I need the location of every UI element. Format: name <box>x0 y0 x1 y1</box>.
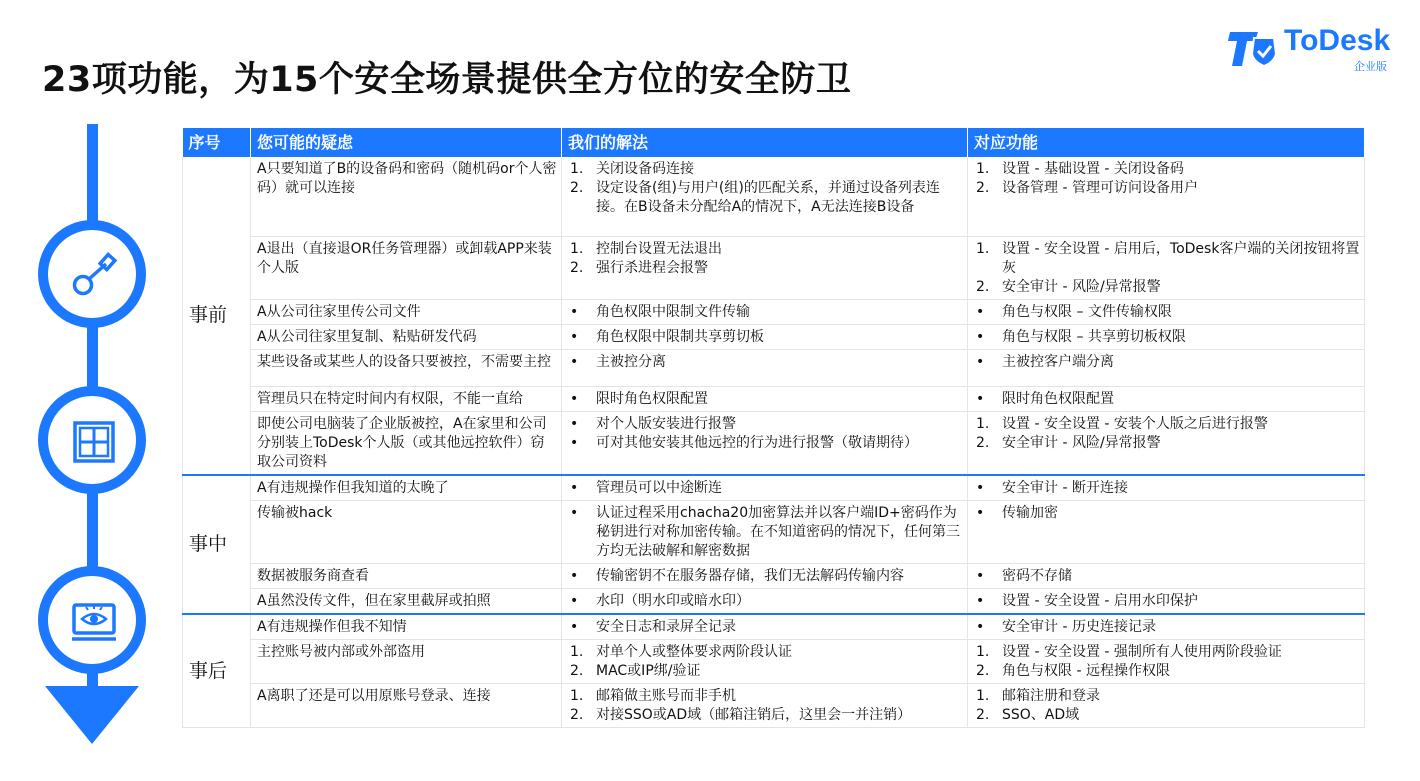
list-marker: • <box>976 504 985 521</box>
feature-list-item <box>974 567 1360 586</box>
table-row <box>183 683 1365 727</box>
table-row <box>183 639 1365 683</box>
list-text: 设置 - 安全设置 - 安装个人版之后进行报警 <box>1002 415 1268 432</box>
feature-list-item <box>974 278 1360 297</box>
solution-list-item <box>568 479 963 498</box>
list-marker: • <box>976 390 985 407</box>
list-text: 安全审计 - 风险/异常报警 <box>1002 278 1161 295</box>
list-marker: • <box>570 618 579 635</box>
list-text: 角色与权限 - 远程操作权限 <box>1002 662 1170 679</box>
table-row <box>183 386 1365 411</box>
list-marker: • <box>570 479 579 496</box>
solution-list-item <box>568 390 963 409</box>
list-text: 设置 - 基础设置 - 关闭设备码 <box>1002 161 1184 177</box>
list-marker: • <box>976 479 985 496</box>
feature-cell <box>968 639 1365 683</box>
list-marker: • <box>976 618 985 635</box>
solution-list-item <box>568 160 963 179</box>
list-text: 角色与权限 – 共享剪切板权限 <box>1002 328 1186 345</box>
solution-list-item <box>568 643 963 662</box>
list-marker: 1. <box>570 240 584 257</box>
list-text: SSO、AD域 <box>1002 706 1080 723</box>
list-text: MAC或IP绑/验证 <box>596 662 701 679</box>
feature-list-item <box>974 390 1360 409</box>
list-marker: • <box>976 567 985 584</box>
solution-list-item <box>568 706 963 725</box>
list-marker: • <box>976 303 985 320</box>
solution-cell <box>562 614 968 640</box>
solution-list-item <box>568 240 963 259</box>
solution-list-item <box>568 504 963 561</box>
list-text: 控制台设置无法退出 <box>596 240 722 257</box>
list-text: 对个人版安装进行报警 <box>596 415 736 432</box>
question-cell: A虽然没传文件，但在家里截屏或拍照 <box>251 588 562 614</box>
feature-cell <box>968 411 1365 475</box>
solution-list-item <box>568 303 963 322</box>
solution-cell <box>562 683 968 727</box>
solution-cell <box>562 299 968 324</box>
solution-cell <box>562 157 968 236</box>
list-marker: 2. <box>570 662 584 679</box>
list-text: 认证过程采用chacha20加密算法并以客户端ID+密码作为秘钥进行对称加密传输。在不知道密码的情况下，任何第三方均无法破解和解密数据 <box>596 504 960 559</box>
list-marker: 2. <box>976 706 990 723</box>
feature-cell <box>968 299 1365 324</box>
question-cell: 管理员只在特定时间内有权限，不能一直给 <box>251 386 562 411</box>
feature-list-item <box>974 504 1360 523</box>
list-marker: • <box>570 504 579 521</box>
solution-list-item <box>568 662 963 681</box>
question-cell: 即使公司电脑装了企业版被控，A在家里和公司分别装上ToDesk个人版（或其他远控软件）窃取公司资料 <box>251 411 562 475</box>
list-text: 角色权限中限制文件传输 <box>596 303 750 320</box>
feature-cell <box>968 236 1365 299</box>
list-marker: • <box>570 592 579 609</box>
feature-list-item <box>974 415 1360 434</box>
list-text: 传输密钥不在服务器存储，我们无法解码传输内容 <box>596 567 904 584</box>
list-marker: 1. <box>976 240 990 257</box>
table-row <box>183 563 1365 588</box>
solution-list-item <box>568 415 963 434</box>
feature-cell <box>968 157 1365 236</box>
question-cell: 某些设备或某些人的设备只要被控，不需要主控 <box>251 349 562 386</box>
solution-cell <box>562 349 968 386</box>
feature-cell <box>968 563 1365 588</box>
feature-list-item <box>974 303 1360 322</box>
list-text: 主被控客户端分离 <box>1002 353 1114 370</box>
list-marker: 2. <box>976 662 990 679</box>
list-text: 对接SSO或AD域（邮箱注销后，这里会一并注销） <box>596 706 912 723</box>
list-marker: 2. <box>570 706 584 723</box>
question-cell: A有违规操作但我知道的太晚了 <box>251 475 562 501</box>
todesk-logo-icon <box>1228 28 1278 68</box>
solution-cell <box>562 386 968 411</box>
table-row <box>183 299 1365 324</box>
list-text: 设置 - 安全设置 - 启用后，ToDesk客户端的关闭按钮将置灰 <box>1002 240 1360 276</box>
list-text: 限时角色权限配置 <box>1002 390 1114 407</box>
feature-cell <box>968 386 1365 411</box>
header-solution: 我们的解法 <box>562 128 968 157</box>
header-feature: 对应功能 <box>968 128 1365 157</box>
solution-cell <box>562 236 968 299</box>
list-marker: 2. <box>570 180 584 196</box>
logo-name: ToDesk <box>1284 24 1391 57</box>
list-text: 角色权限中限制共享剪切板 <box>596 328 764 345</box>
list-text: 主被控分离 <box>596 353 666 370</box>
solution-list-item <box>568 567 963 586</box>
solution-list-item <box>568 687 963 706</box>
feature-cell <box>968 475 1365 501</box>
feature-list-item <box>974 328 1360 347</box>
list-marker: 1. <box>976 415 990 432</box>
timeline-node-after <box>38 566 146 674</box>
question-cell: A有违规操作但我不知情 <box>251 614 562 640</box>
timeline-arrow-icon <box>45 686 139 744</box>
solution-list-item <box>568 592 963 611</box>
list-marker: 1. <box>976 687 990 704</box>
feature-list-item <box>974 160 1360 179</box>
list-text: 设备管理 - 管理可访问设备用户 <box>1002 180 1198 196</box>
page-title: 23项功能，为15个安全场景提供全方位的安全防卫 <box>42 60 852 100</box>
table-header-row <box>183 128 1365 157</box>
feature-cell <box>968 588 1365 614</box>
todesk-logo <box>1228 24 1400 74</box>
feature-list-item <box>974 706 1360 725</box>
list-text: 传输加密 <box>1002 504 1058 521</box>
header-question: 您可能的疑虑 <box>251 128 562 157</box>
list-marker: • <box>570 353 579 370</box>
timeline-node-during <box>38 386 146 494</box>
list-marker: • <box>976 353 985 370</box>
table-row <box>183 411 1365 475</box>
solution-cell <box>562 588 968 614</box>
list-text: 水印（明水印或暗水印） <box>596 592 750 609</box>
security-feature-table <box>182 128 1365 728</box>
window-icon <box>70 418 118 466</box>
table-row <box>183 500 1365 563</box>
question-cell: 主控账号被内部或外部盗用 <box>251 639 562 683</box>
list-marker: • <box>570 567 579 584</box>
table-row <box>183 324 1365 349</box>
list-marker: • <box>570 390 579 407</box>
question-cell: A从公司往家里复制、粘贴研发代码 <box>251 324 562 349</box>
list-text: 设定设备(组)与用户(组)的匹配关系，并通过设备列表连接。在B设备未分配给A的情况下，A无法连接B设备 <box>596 180 940 215</box>
list-marker: • <box>976 592 985 609</box>
feature-list-item <box>974 240 1360 278</box>
list-marker: • <box>570 303 579 320</box>
key-icon <box>70 252 118 300</box>
table-row <box>183 157 1365 236</box>
list-marker: 1. <box>570 643 584 660</box>
feature-list-item <box>974 662 1360 681</box>
list-text: 管理员可以中途断连 <box>596 479 722 496</box>
feature-list-item <box>974 592 1360 611</box>
solution-cell <box>562 324 968 349</box>
list-marker: 2. <box>976 434 990 451</box>
list-text: 角色与权限 – 文件传输权限 <box>1002 303 1172 320</box>
feature-list-item <box>974 643 1360 662</box>
solution-cell <box>562 500 968 563</box>
list-text: 安全日志和录屏全记录 <box>596 618 736 635</box>
list-text: 邮箱做主账号而非手机 <box>596 687 736 704</box>
feature-list-item <box>974 353 1360 372</box>
feature-cell <box>968 614 1365 640</box>
list-marker: • <box>570 415 579 432</box>
table-row <box>183 236 1365 299</box>
feature-list-item <box>974 179 1360 198</box>
list-marker: 2. <box>976 180 990 196</box>
question-cell: A退出（直接退OR任务管理器）或卸载APP来装个人版 <box>251 236 562 299</box>
list-text: 可对其他安装其他远控的行为进行报警（敬请期待） <box>596 434 918 451</box>
list-marker: 1. <box>976 161 990 177</box>
monitor-eye-icon <box>70 598 118 646</box>
list-text: 安全审计 - 历史连接记录 <box>1002 618 1156 635</box>
list-marker: 1. <box>570 687 584 704</box>
list-text: 对单个人或整体要求两阶段认证 <box>596 643 792 660</box>
feature-list-item <box>974 479 1360 498</box>
list-text: 安全审计 - 风险/异常报警 <box>1002 434 1161 451</box>
table-row <box>183 475 1365 501</box>
feature-list-item <box>974 687 1360 706</box>
solution-cell <box>562 475 968 501</box>
list-text: 关闭设备码连接 <box>596 161 694 177</box>
logo-edition: 企业版 <box>1354 60 1387 73</box>
question-cell: 传输被hack <box>251 500 562 563</box>
list-marker: 2. <box>570 259 584 276</box>
solution-cell <box>562 639 968 683</box>
feature-list-item <box>974 618 1360 637</box>
list-text: 密码不存储 <box>1002 567 1072 584</box>
list-marker: 1. <box>976 643 990 660</box>
feature-cell <box>968 500 1365 563</box>
table-row <box>183 614 1365 640</box>
solution-list-item <box>568 353 963 372</box>
question-cell: A从公司往家里传公司文件 <box>251 299 562 324</box>
feature-list-item <box>974 434 1360 453</box>
solution-list-item <box>568 434 963 453</box>
solution-list-item <box>568 259 963 278</box>
question-cell: 数据被服务商查看 <box>251 563 562 588</box>
list-marker: 2. <box>976 278 990 295</box>
list-text: 设置 - 安全设置 - 强制所有人使用两阶段验证 <box>1002 643 1282 660</box>
solution-list-item <box>568 328 963 347</box>
table-row <box>183 588 1365 614</box>
solution-cell <box>562 411 968 475</box>
list-text: 强行杀进程会报警 <box>596 259 708 276</box>
phase-cell-during: 事中 <box>183 475 251 614</box>
list-text: 限时角色权限配置 <box>596 390 708 407</box>
header-seq: 序号 <box>183 128 251 157</box>
feature-cell <box>968 349 1365 386</box>
list-text: 安全审计 - 断开连接 <box>1002 479 1128 496</box>
feature-cell <box>968 324 1365 349</box>
question-cell: A离职了还是可以用原账号登录、连接 <box>251 683 562 727</box>
timeline-node-before <box>38 220 146 328</box>
solution-list-item <box>568 618 963 637</box>
list-marker: 1. <box>570 161 584 177</box>
solution-list-item <box>568 179 963 217</box>
table-row <box>183 349 1365 386</box>
feature-cell <box>968 683 1365 727</box>
list-marker: • <box>570 434 579 451</box>
list-marker: • <box>976 328 985 345</box>
list-marker: • <box>570 328 579 345</box>
list-text: 邮箱注册和登录 <box>1002 687 1100 704</box>
phase-cell-after: 事后 <box>183 614 251 728</box>
solution-cell <box>562 563 968 588</box>
phase-cell-before: 事前 <box>183 157 251 475</box>
question-cell: A只要知道了B的设备码和密码（随机码or个人密码）就可以连接 <box>251 157 562 236</box>
list-text: 设置 - 安全设置 - 启用水印保护 <box>1002 592 1198 609</box>
